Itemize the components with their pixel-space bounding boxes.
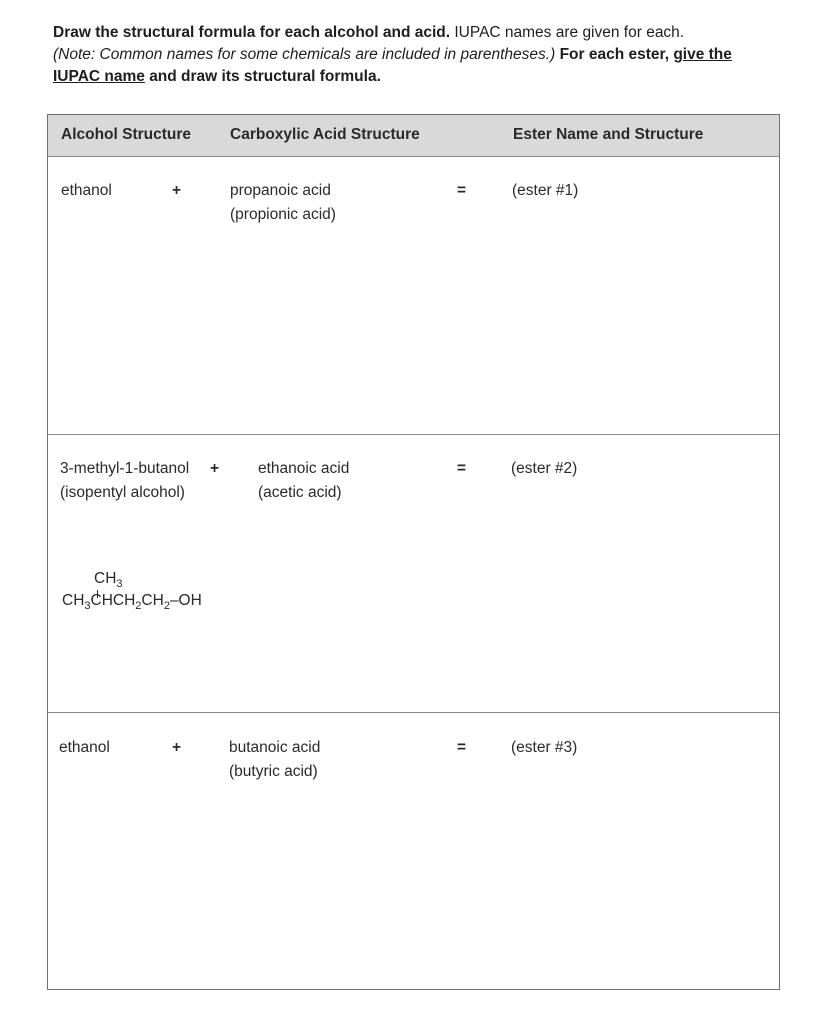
header-ester: Ester Name and Structure — [513, 126, 704, 143]
plus-sign: + — [172, 739, 182, 756]
alcohol-name: ethanol — [61, 182, 112, 199]
instructions — [53, 22, 773, 88]
acid-name: butanoic acid — [229, 739, 321, 756]
methyl-branch: $CH_3$ — [94, 570, 123, 591]
carbon-chain: $CH_3CHCH_2CH_2-OH$ — [62, 592, 202, 613]
acid-name: propanoic acid — [230, 182, 331, 199]
alcohol-name: 3-methyl-1-butanol — [60, 460, 190, 477]
instructions-ester-lead: For each ester, — [559, 46, 669, 63]
equals-sign: = — [457, 739, 467, 756]
instructions-ester-end: and draw its structural formula. — [149, 68, 381, 85]
ester-label[interactable]: (ester #3) — [511, 739, 578, 756]
acid-common-name: (butyric acid) — [229, 763, 318, 780]
plus-sign: + — [210, 460, 220, 477]
equals-sign: = — [457, 182, 467, 199]
acid-common-name: (acetic acid) — [258, 484, 342, 501]
header-acid: Carboxylic Acid Structure — [230, 126, 420, 143]
ester-label[interactable]: (ester #1) — [512, 182, 579, 199]
instructions-bold-lead: Draw the structural formula for each alcohol and acid. — [53, 24, 451, 41]
instructions-note: (Note: Common names for some chemicals are included in parentheses.) — [53, 46, 556, 63]
table-row — [48, 157, 779, 435]
acid-name: ethanoic acid — [258, 460, 350, 477]
acid-common-name: (propionic acid) — [230, 206, 336, 223]
table-header — [48, 115, 779, 157]
table-row — [48, 435, 779, 713]
instructions-underline: give the IUPAC name — [53, 46, 732, 85]
alcohol-common-name: (isopentyl alcohol) — [60, 484, 185, 501]
plus-sign: + — [172, 182, 182, 199]
ester-label[interactable]: (ester #2) — [511, 460, 578, 477]
header-alcohol: Alcohol Structure — [61, 126, 192, 143]
alcohol-name: ethanol — [59, 739, 110, 756]
reaction-table — [47, 114, 780, 990]
table-row — [48, 713, 779, 989]
equals-sign: = — [457, 460, 467, 477]
instructions-plain: IUPAC names are given for each. — [454, 24, 685, 41]
